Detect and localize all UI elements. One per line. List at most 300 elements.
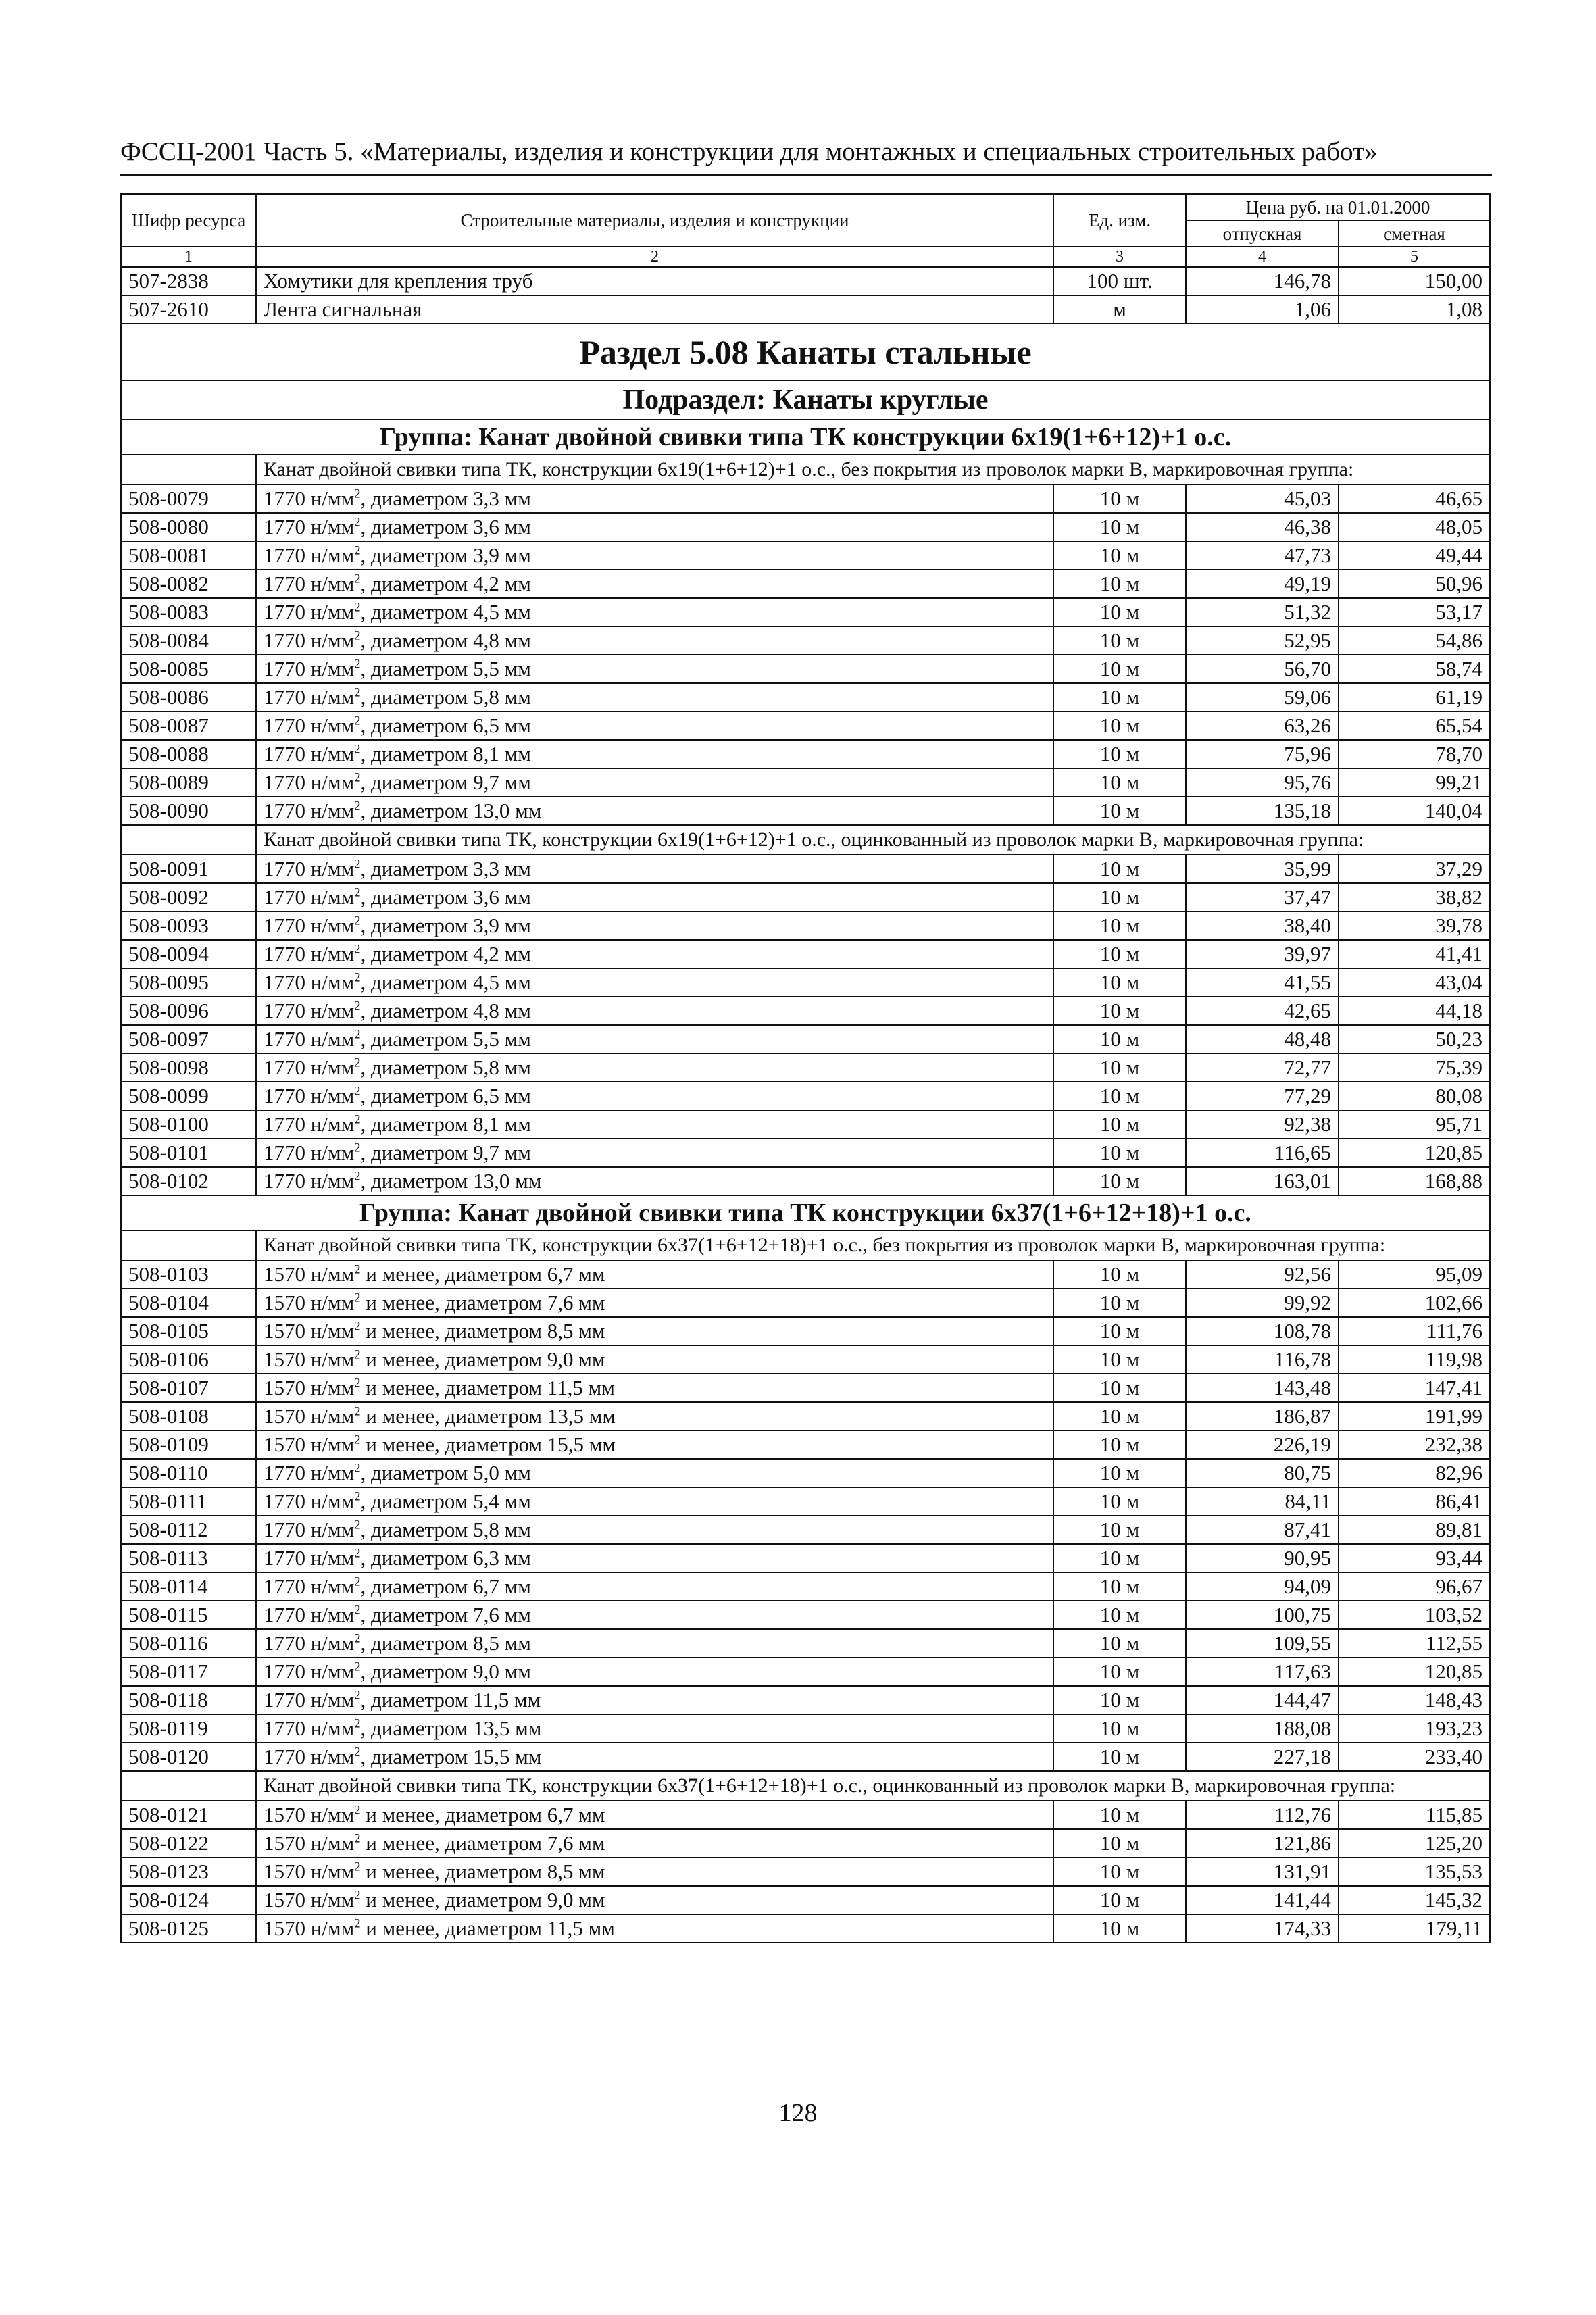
unit-exponent: 2 xyxy=(354,714,361,728)
resource-unit: 10 м xyxy=(1053,1572,1186,1601)
resource-name xyxy=(256,570,1053,598)
unit-exponent: 2 xyxy=(354,1688,361,1703)
table-row xyxy=(121,1572,1490,1601)
group-title: Группа: Канат двойной свивки типа ТК конструкции 6х19(1+6+12)+1 о.с. xyxy=(121,420,1490,455)
resource-code: 508-0094 xyxy=(121,940,256,968)
table-row xyxy=(121,1430,1490,1459)
resource-name xyxy=(256,1260,1053,1289)
resource-name xyxy=(256,1743,1053,1771)
release-price: 121,86 xyxy=(1186,1829,1339,1858)
resource-code: 508-0088 xyxy=(121,740,256,768)
resource-name xyxy=(256,683,1053,712)
release-price: 163,01 xyxy=(1186,1167,1339,1195)
unit-exponent: 2 xyxy=(354,1660,361,1674)
resource-unit: 10 м xyxy=(1053,1260,1186,1289)
diameter-text: , диаметром 5,8 мм xyxy=(360,685,531,709)
strength-value: 1770 н/мм xyxy=(264,799,355,822)
estimate-price: 145,32 xyxy=(1339,1886,1490,1914)
price-table xyxy=(120,193,1491,1943)
estimate-price: 96,67 xyxy=(1339,1572,1490,1601)
unit-exponent: 2 xyxy=(354,600,361,615)
unit-exponent: 2 xyxy=(354,515,361,530)
resource-code: 508-0109 xyxy=(121,1430,256,1459)
strength-value: 1770 н/мм xyxy=(264,1112,355,1136)
resource-name xyxy=(256,1487,1053,1516)
estimate-price: 95,71 xyxy=(1339,1110,1490,1139)
diameter-text: , диаметром 5,5 мм xyxy=(360,657,531,680)
diameter-text: и менее, диаметром 11,5 мм xyxy=(360,1916,615,1940)
resource-code: 508-0083 xyxy=(121,598,256,626)
resource-unit: 10 м xyxy=(1053,940,1186,968)
unit-exponent: 2 xyxy=(354,742,361,757)
table-row xyxy=(121,1658,1490,1686)
strength-value: 1570 н/мм xyxy=(264,1291,355,1314)
resource-code: 508-0116 xyxy=(121,1629,256,1658)
table-row xyxy=(121,883,1490,912)
resource-code: 508-0092 xyxy=(121,883,256,912)
estimate-price: 61,19 xyxy=(1339,683,1490,712)
resource-unit: 10 м xyxy=(1053,1025,1186,1053)
resource-name xyxy=(256,740,1053,768)
release-price: 56,70 xyxy=(1186,655,1339,683)
table-row xyxy=(121,598,1490,626)
price-table-body xyxy=(121,194,1490,1943)
resource-name xyxy=(256,1601,1053,1629)
resource-unit: 10 м xyxy=(1053,1629,1186,1658)
unit-exponent: 2 xyxy=(354,970,361,985)
table-row xyxy=(121,997,1490,1025)
resource-name xyxy=(256,940,1053,968)
resource-unit: 10 м xyxy=(1053,484,1186,513)
unit-exponent: 2 xyxy=(354,1169,361,1184)
resource-name xyxy=(256,1658,1053,1686)
table-row xyxy=(121,912,1490,940)
table-row xyxy=(121,1025,1490,1053)
strength-value: 1770 н/мм xyxy=(264,1169,355,1193)
note-spacer xyxy=(121,1771,256,1801)
table-row xyxy=(121,740,1490,768)
unit-exponent: 2 xyxy=(354,1084,361,1099)
estimate-price: 191,99 xyxy=(1339,1402,1490,1430)
block-note: Канат двойной свивки типа ТК, конструкции 6х19(1+6+12)+1 о.с., оцинкованный из проволок марки В, маркировочная группа: xyxy=(256,825,1490,855)
estimate-price: 75,39 xyxy=(1339,1053,1490,1082)
resource-unit: 10 м xyxy=(1053,1743,1186,1771)
release-price: 75,96 xyxy=(1186,740,1339,768)
resource-code: 508-0081 xyxy=(121,541,256,570)
resource-name xyxy=(256,626,1053,655)
unit-exponent: 2 xyxy=(354,1376,361,1391)
strength-value: 1770 н/мм xyxy=(264,970,355,994)
table-row xyxy=(121,1686,1490,1714)
resource-unit: 10 м xyxy=(1053,655,1186,683)
unit-exponent: 2 xyxy=(354,1603,361,1618)
header-rule xyxy=(120,174,1492,176)
group-title-row xyxy=(121,1195,1490,1230)
release-price: 141,44 xyxy=(1186,1886,1339,1914)
estimate-price: 65,54 xyxy=(1339,712,1490,740)
table-row xyxy=(121,1082,1490,1110)
strength-value: 1770 н/мм xyxy=(264,1631,355,1655)
note-spacer xyxy=(121,455,256,484)
strength-value: 1770 н/мм xyxy=(264,942,355,966)
release-price: 1,06 xyxy=(1186,295,1339,324)
estimate-price: 50,96 xyxy=(1339,570,1490,598)
diameter-text: и менее, диаметром 7,6 мм xyxy=(360,1291,605,1314)
table-row xyxy=(121,1459,1490,1487)
table-row xyxy=(121,1345,1490,1374)
diameter-text: , диаметром 4,5 мм xyxy=(360,970,531,994)
release-price: 144,47 xyxy=(1186,1686,1339,1714)
release-price: 109,55 xyxy=(1186,1629,1339,1658)
resource-code: 508-0115 xyxy=(121,1601,256,1629)
table-row xyxy=(121,1374,1490,1402)
resource-code: 508-0093 xyxy=(121,912,256,940)
table-row xyxy=(121,484,1490,513)
unit-exponent: 2 xyxy=(354,1518,361,1533)
estimate-price: 43,04 xyxy=(1339,968,1490,997)
diameter-text: , диаметром 13,0 мм xyxy=(360,1169,542,1193)
release-price: 188,08 xyxy=(1186,1714,1339,1743)
release-price: 227,18 xyxy=(1186,1743,1339,1771)
table-row xyxy=(121,1829,1490,1858)
estimate-price: 86,41 xyxy=(1339,1487,1490,1516)
diameter-text: и менее, диаметром 6,7 мм xyxy=(360,1803,605,1826)
diameter-text: , диаметром 4,8 мм xyxy=(360,999,531,1022)
strength-value: 1770 н/мм xyxy=(264,914,355,937)
release-price: 42,65 xyxy=(1186,997,1339,1025)
resource-unit: 10 м xyxy=(1053,1801,1186,1829)
resource-unit: 10 м xyxy=(1053,1167,1186,1195)
unit-exponent: 2 xyxy=(354,1745,361,1760)
resource-code: 508-0090 xyxy=(121,797,256,825)
strength-value: 1570 н/мм xyxy=(264,1376,355,1399)
resource-code: 508-0117 xyxy=(121,1658,256,1686)
unit-exponent: 2 xyxy=(354,1055,361,1070)
strength-value: 1570 н/мм xyxy=(264,1803,355,1826)
diameter-text: и менее, диаметром 9,0 мм xyxy=(360,1888,605,1912)
resource-code: 508-0100 xyxy=(121,1110,256,1139)
unit-exponent: 2 xyxy=(354,657,361,672)
diameter-text: , диаметром 4,5 мм xyxy=(360,600,531,624)
estimate-price: 80,08 xyxy=(1339,1082,1490,1110)
release-price: 45,03 xyxy=(1186,484,1339,513)
resource-name xyxy=(256,1572,1053,1601)
diameter-text: , диаметром 4,2 мм xyxy=(360,942,531,966)
unit-exponent: 2 xyxy=(354,799,361,814)
table-row xyxy=(121,1544,1490,1572)
release-price: 84,11 xyxy=(1186,1487,1339,1516)
diameter-text: , диаметром 9,0 мм xyxy=(360,1660,531,1683)
diameter-text: , диаметром 5,0 мм xyxy=(360,1461,531,1485)
resource-code: 508-0091 xyxy=(121,855,256,883)
resource-code: 508-0099 xyxy=(121,1082,256,1110)
resource-unit: 10 м xyxy=(1053,683,1186,712)
resource-unit: 10 м xyxy=(1053,883,1186,912)
release-price: 226,19 xyxy=(1186,1430,1339,1459)
table-row xyxy=(121,1714,1490,1743)
column-number: 4 xyxy=(1186,247,1339,267)
estimate-price: 148,43 xyxy=(1339,1686,1490,1714)
unit-exponent: 2 xyxy=(354,1831,361,1846)
resource-unit: 10 м xyxy=(1053,1658,1186,1686)
strength-value: 1770 н/мм xyxy=(264,572,355,595)
resource-unit: 100 шт. xyxy=(1053,267,1186,295)
table-header-row xyxy=(121,194,1490,220)
table-row xyxy=(121,570,1490,598)
subsection-title: Подраздел: Канаты круглые xyxy=(121,380,1490,420)
diameter-text: , диаметром 5,5 мм xyxy=(360,1027,531,1051)
resource-code: 508-0084 xyxy=(121,626,256,655)
resource-code: 508-0114 xyxy=(121,1572,256,1601)
resource-name xyxy=(256,1544,1053,1572)
resource-unit: 10 м xyxy=(1053,1289,1186,1317)
diameter-text: и менее, диаметром 13,5 мм xyxy=(360,1404,616,1428)
strength-value: 1770 н/мм xyxy=(264,628,355,652)
column-number-row xyxy=(121,247,1490,267)
resource-unit: 10 м xyxy=(1053,1082,1186,1110)
resource-unit: 10 м xyxy=(1053,968,1186,997)
release-price: 87,41 xyxy=(1186,1516,1339,1544)
diameter-text: , диаметром 3,9 мм xyxy=(360,543,531,567)
table-row xyxy=(121,267,1490,295)
release-price: 47,73 xyxy=(1186,541,1339,570)
resource-code: 508-0108 xyxy=(121,1402,256,1430)
resource-unit: м xyxy=(1053,295,1186,324)
strength-value: 1570 н/мм xyxy=(264,1319,355,1343)
resource-name xyxy=(256,1317,1053,1345)
estimate-price: 120,85 xyxy=(1339,1139,1490,1167)
diameter-text: , диаметром 6,7 мм xyxy=(360,1574,531,1598)
resource-code: 508-0098 xyxy=(121,1053,256,1082)
resource-code: 508-0082 xyxy=(121,570,256,598)
unit-exponent: 2 xyxy=(354,1574,361,1589)
diameter-text: , диаметром 4,2 мм xyxy=(360,572,531,595)
diameter-text: , диаметром 3,6 мм xyxy=(360,515,531,539)
unit-exponent: 2 xyxy=(354,1141,361,1155)
resource-code: 508-0101 xyxy=(121,1139,256,1167)
resource-name xyxy=(256,1345,1053,1374)
resource-code: 508-0121 xyxy=(121,1801,256,1829)
unit-exponent: 2 xyxy=(354,885,361,900)
table-row xyxy=(121,1914,1490,1943)
resource-unit: 10 м xyxy=(1053,740,1186,768)
release-price: 143,48 xyxy=(1186,1374,1339,1402)
resource-name xyxy=(256,1516,1053,1544)
resource-code: 508-0102 xyxy=(121,1167,256,1195)
release-price: 108,78 xyxy=(1186,1317,1339,1345)
strength-value: 1770 н/мм xyxy=(264,885,355,909)
running-header: ФССЦ-2001 Часть 5. «Материалы, изделия и конструкции для монтажных и специальных строительных работ» xyxy=(120,137,1378,166)
resource-code: 508-0087 xyxy=(121,712,256,740)
resource-unit: 10 м xyxy=(1053,1374,1186,1402)
resource-name xyxy=(256,1167,1053,1195)
diameter-text: , диаметром 7,6 мм xyxy=(360,1603,531,1626)
estimate-price: 93,44 xyxy=(1339,1544,1490,1572)
diameter-text: и менее, диаметром 7,6 мм xyxy=(360,1831,605,1855)
unit-exponent: 2 xyxy=(354,1546,361,1561)
resource-name xyxy=(256,598,1053,626)
diameter-text: , диаметром 3,3 мм xyxy=(360,487,531,510)
diameter-text: , диаметром 9,7 мм xyxy=(360,1141,531,1164)
release-price: 186,87 xyxy=(1186,1402,1339,1430)
release-price: 63,26 xyxy=(1186,712,1339,740)
unit-exponent: 2 xyxy=(354,1631,361,1646)
estimate-price: 150,00 xyxy=(1339,267,1490,295)
release-price: 49,19 xyxy=(1186,570,1339,598)
strength-value: 1770 н/мм xyxy=(264,1546,355,1570)
strength-value: 1570 н/мм xyxy=(264,1262,355,1286)
resource-name xyxy=(256,997,1053,1025)
resource-unit: 10 м xyxy=(1053,1829,1186,1858)
subsection-title-row xyxy=(121,380,1490,420)
resource-code: 508-0123 xyxy=(121,1858,256,1886)
resource-unit: 10 м xyxy=(1053,855,1186,883)
resource-unit: 10 м xyxy=(1053,1487,1186,1516)
header-code: Шифр ресурса xyxy=(121,194,256,247)
group-title: Группа: Канат двойной свивки типа ТК конструкции 6х37(1+6+12+18)+1 о.с. xyxy=(121,1195,1490,1230)
note-spacer xyxy=(121,1230,256,1260)
unit-exponent: 2 xyxy=(354,628,361,643)
strength-value: 1770 н/мм xyxy=(264,1745,355,1768)
table-row xyxy=(121,1629,1490,1658)
block-note: Канат двойной свивки типа ТК, конструкции 6х19(1+6+12)+1 о.с., без покрытия из проволок марки В, маркировочная группа: xyxy=(256,455,1490,484)
table-row xyxy=(121,1110,1490,1139)
estimate-price: 1,08 xyxy=(1339,295,1490,324)
release-price: 116,65 xyxy=(1186,1139,1339,1167)
column-number: 2 xyxy=(256,247,1053,267)
estimate-price: 112,55 xyxy=(1339,1629,1490,1658)
diameter-text: и менее, диаметром 9,0 мм xyxy=(360,1347,605,1371)
table-row xyxy=(121,541,1490,570)
estimate-price: 49,44 xyxy=(1339,541,1490,570)
resource-unit: 10 м xyxy=(1053,1601,1186,1629)
resource-code: 508-0097 xyxy=(121,1025,256,1053)
resource-unit: 10 м xyxy=(1053,1110,1186,1139)
resource-name xyxy=(256,883,1053,912)
strength-value: 1770 н/мм xyxy=(264,1461,355,1485)
estimate-price: 78,70 xyxy=(1339,740,1490,768)
table-row xyxy=(121,940,1490,968)
release-price: 80,75 xyxy=(1186,1459,1339,1487)
resource-code: 508-0104 xyxy=(121,1289,256,1317)
table-row xyxy=(121,655,1490,683)
release-price: 90,95 xyxy=(1186,1544,1339,1572)
table-row xyxy=(121,1167,1490,1195)
release-price: 35,99 xyxy=(1186,855,1339,883)
resource-unit: 10 м xyxy=(1053,1516,1186,1544)
diameter-text: , диаметром 3,3 мм xyxy=(360,857,531,880)
resource-unit: 10 м xyxy=(1053,1886,1186,1914)
estimate-price: 50,23 xyxy=(1339,1025,1490,1053)
block-note-row xyxy=(121,825,1490,855)
unit-exponent: 2 xyxy=(354,1347,361,1362)
estimate-price: 125,20 xyxy=(1339,1829,1490,1858)
strength-value: 1570 н/мм xyxy=(264,1404,355,1428)
estimate-price: 41,41 xyxy=(1339,940,1490,968)
estimate-price: 111,76 xyxy=(1339,1317,1490,1345)
resource-name: Хомутики для крепления труб xyxy=(256,267,1053,295)
estimate-price: 102,66 xyxy=(1339,1289,1490,1317)
header-release-price: отпускная xyxy=(1186,220,1339,247)
resource-name xyxy=(256,1829,1053,1858)
table-row xyxy=(121,626,1490,655)
strength-value: 1770 н/мм xyxy=(264,1518,355,1541)
resource-name xyxy=(256,1082,1053,1110)
header-name: Строительные материалы, изделия и конструкции xyxy=(256,194,1053,247)
diameter-text: , диаметром 15,5 мм xyxy=(360,1745,542,1768)
diameter-text: , диаметром 6,5 мм xyxy=(360,1084,531,1107)
table-row xyxy=(121,1801,1490,1829)
unit-exponent: 2 xyxy=(354,1916,361,1931)
block-note-row xyxy=(121,1230,1490,1260)
table-row xyxy=(121,1139,1490,1167)
unit-exponent: 2 xyxy=(354,1262,361,1277)
strength-value: 1770 н/мм xyxy=(264,1489,355,1513)
unit-exponent: 2 xyxy=(354,685,361,700)
estimate-price: 39,78 xyxy=(1339,912,1490,940)
strength-value: 1570 н/мм xyxy=(264,1831,355,1855)
release-price: 48,48 xyxy=(1186,1025,1339,1053)
diameter-text: , диаметром 8,1 мм xyxy=(360,742,531,766)
release-price: 37,47 xyxy=(1186,883,1339,912)
estimate-price: 232,38 xyxy=(1339,1430,1490,1459)
strength-value: 1770 н/мм xyxy=(264,657,355,680)
block-note: Канат двойной свивки типа ТК, конструкции 6х37(1+6+12+18)+1 о.с., без покрытия из проволок марки В, маркировочная группа: xyxy=(256,1230,1490,1260)
strength-value: 1770 н/мм xyxy=(264,487,355,510)
resource-name xyxy=(256,1886,1053,1914)
release-price: 95,76 xyxy=(1186,768,1339,797)
diameter-text: , диаметром 5,8 мм xyxy=(360,1055,531,1079)
resource-unit: 10 м xyxy=(1053,541,1186,570)
strength-value: 1770 н/мм xyxy=(264,857,355,880)
estimate-price: 233,40 xyxy=(1339,1743,1490,1771)
release-price: 41,55 xyxy=(1186,968,1339,997)
resource-unit: 10 м xyxy=(1053,1858,1186,1886)
unit-exponent: 2 xyxy=(354,1489,361,1504)
release-price: 146,78 xyxy=(1186,267,1339,295)
resource-code: 508-0111 xyxy=(121,1487,256,1516)
resource-unit: 10 м xyxy=(1053,598,1186,626)
release-price: 100,75 xyxy=(1186,1601,1339,1629)
estimate-price: 37,29 xyxy=(1339,855,1490,883)
unit-exponent: 2 xyxy=(354,1803,361,1818)
resource-unit: 10 м xyxy=(1053,1345,1186,1374)
header-unit: Ед. изм. xyxy=(1053,194,1186,247)
unit-exponent: 2 xyxy=(354,942,361,957)
resource-code: 508-0086 xyxy=(121,683,256,712)
resource-unit: 10 м xyxy=(1053,1686,1186,1714)
section-title: Раздел 5.08 Канаты стальные xyxy=(121,324,1490,380)
header-price: Цена руб. на 01.01.2000 xyxy=(1186,194,1490,220)
resource-name xyxy=(256,1025,1053,1053)
resource-name xyxy=(256,484,1053,513)
release-price: 92,56 xyxy=(1186,1260,1339,1289)
estimate-price: 54,86 xyxy=(1339,626,1490,655)
resource-unit: 10 м xyxy=(1053,1402,1186,1430)
table-row xyxy=(121,1487,1490,1516)
strength-value: 1770 н/мм xyxy=(264,515,355,539)
diameter-text: , диаметром 11,5 мм xyxy=(360,1688,541,1712)
resource-code: 508-0079 xyxy=(121,484,256,513)
block-note-row xyxy=(121,455,1490,484)
strength-value: 1770 н/мм xyxy=(264,543,355,567)
strength-value: 1770 н/мм xyxy=(264,770,355,794)
resource-code: 507-2610 xyxy=(121,295,256,324)
unit-exponent: 2 xyxy=(354,1291,361,1305)
unit-exponent: 2 xyxy=(354,999,361,1014)
unit-exponent: 2 xyxy=(354,1112,361,1127)
resource-code: 508-0110 xyxy=(121,1459,256,1487)
